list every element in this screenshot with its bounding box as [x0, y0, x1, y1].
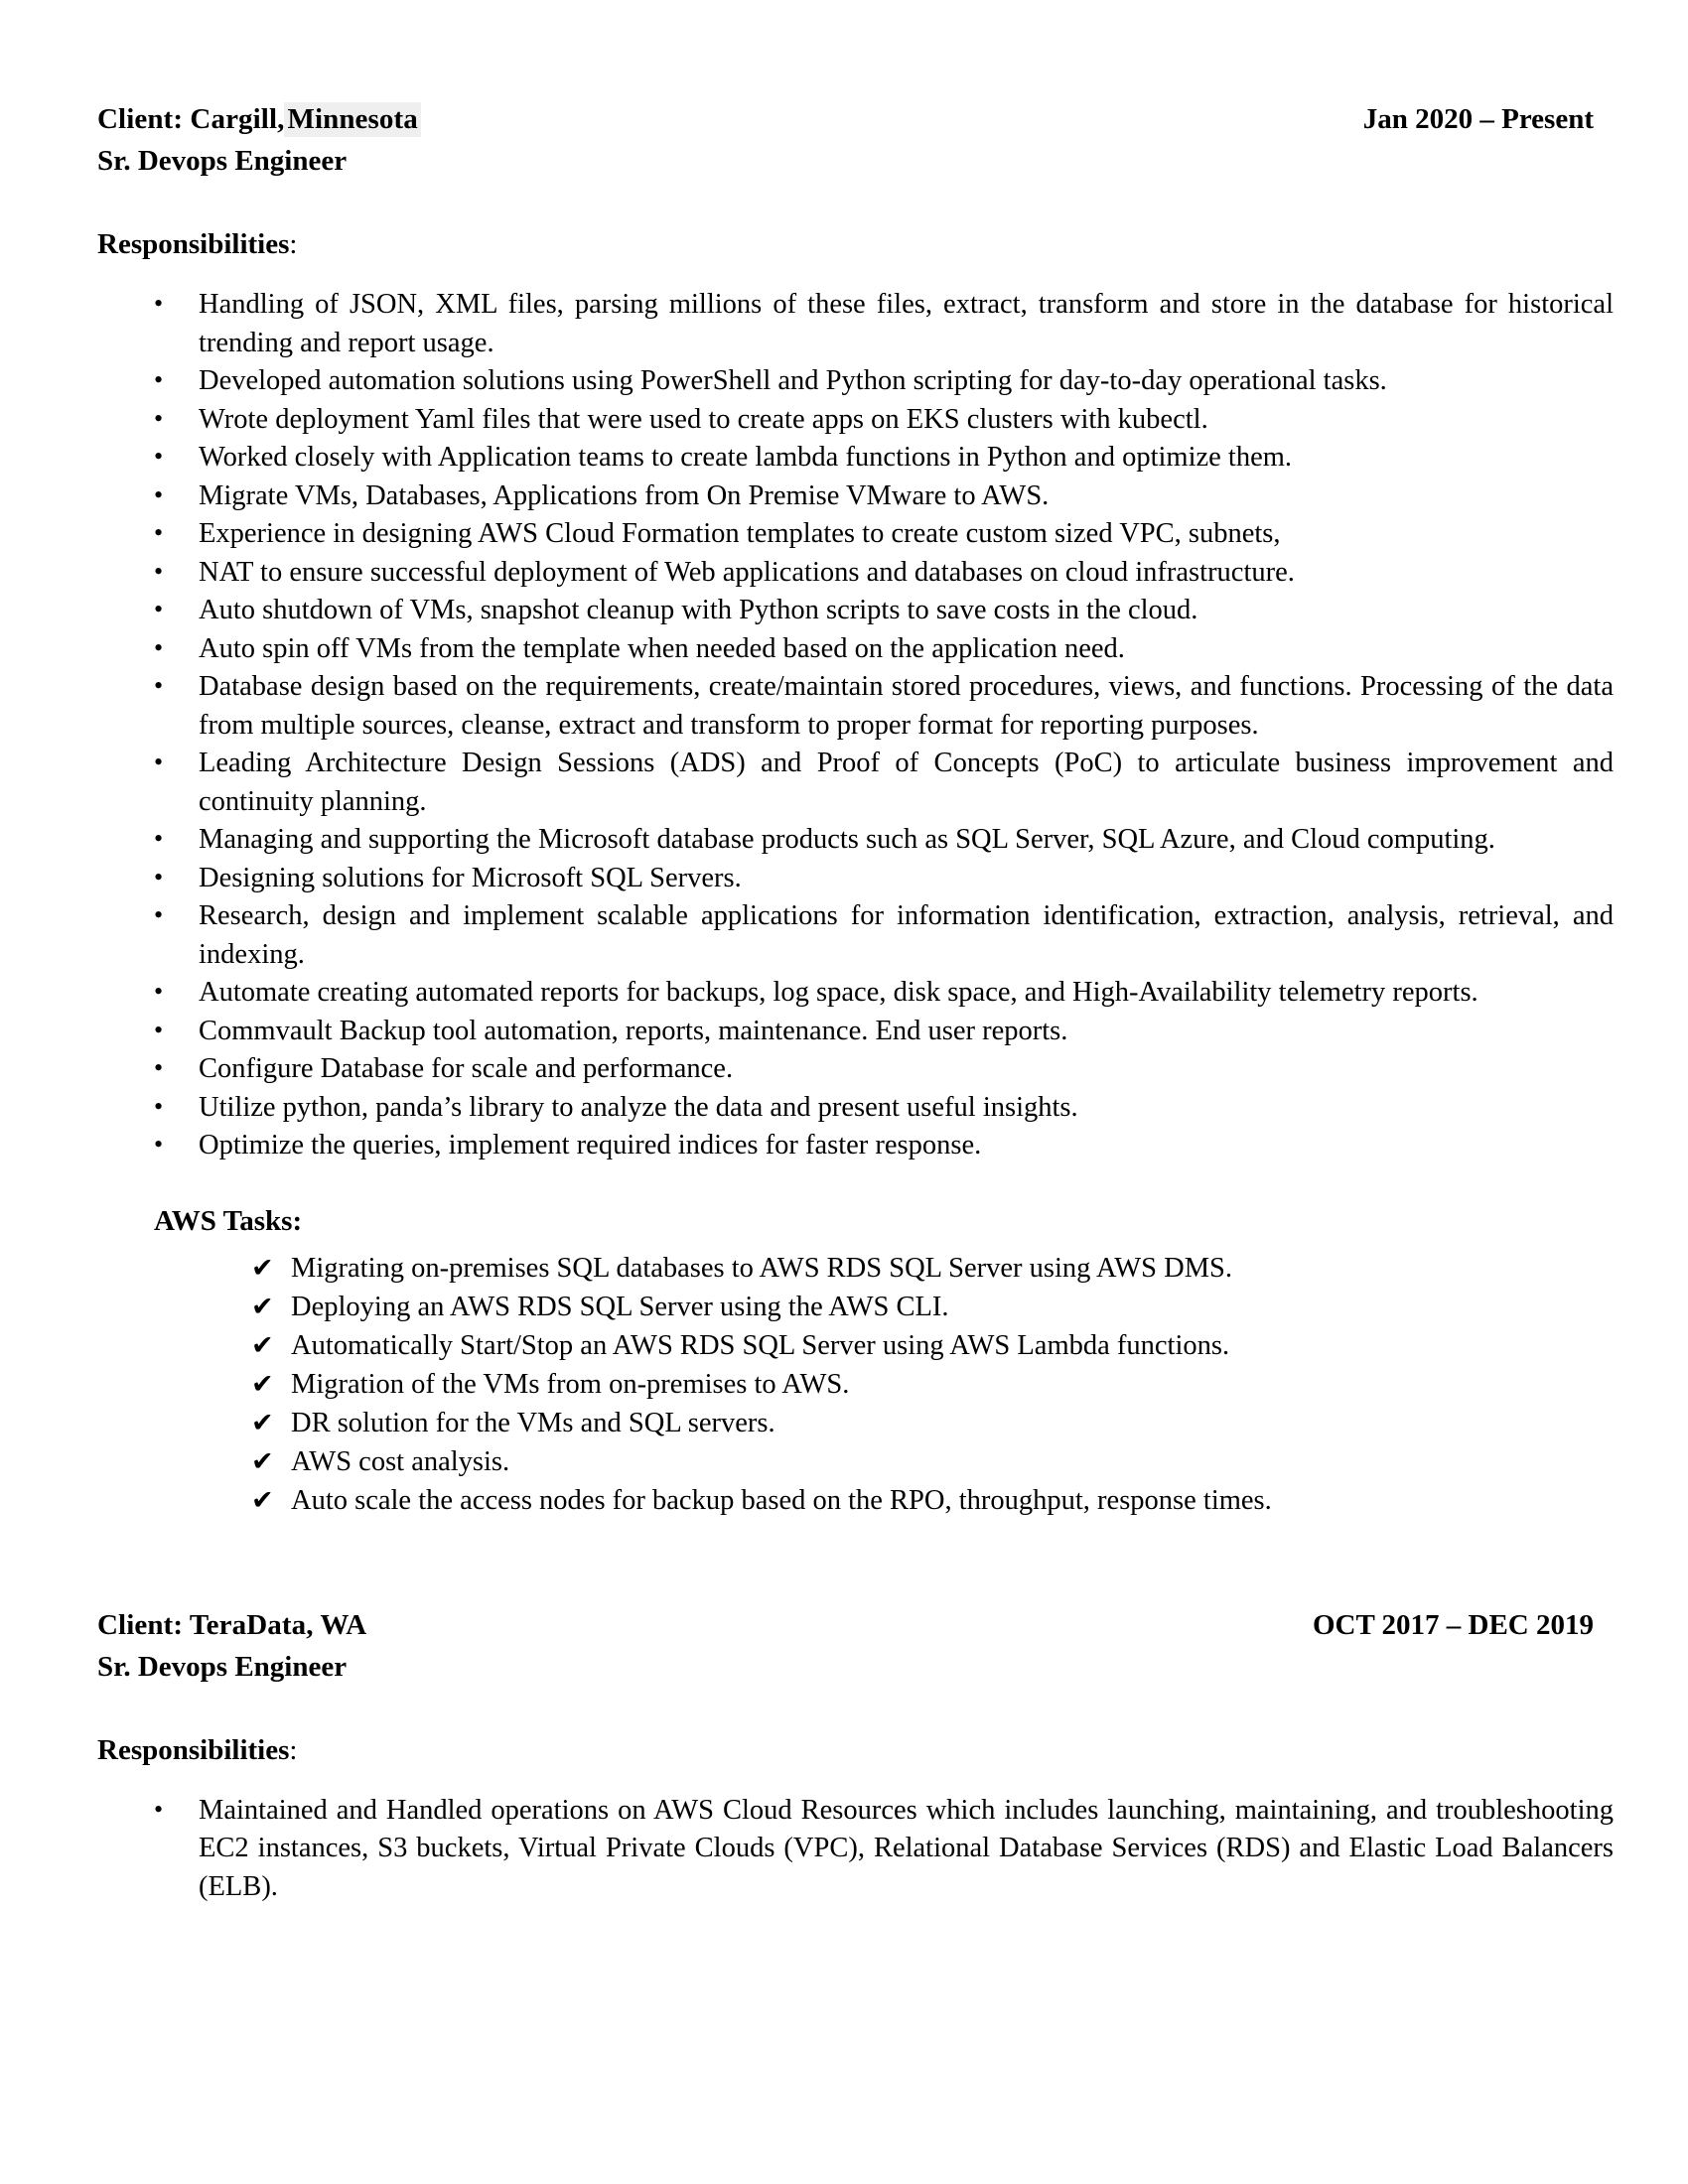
list-item — [97, 478, 1614, 516]
list-item — [97, 286, 1614, 362]
aws-tasks-section — [97, 1201, 1614, 1520]
list-item — [97, 515, 1614, 554]
list-item — [97, 897, 1614, 974]
list-item — [97, 1365, 1614, 1404]
bullet-text: • Leading Architecture Design Sessions (ADS) and Proof of Concepts (PoC) to articulate business improvement and continuity planning. — [199, 748, 1614, 817]
list-item — [97, 745, 1614, 821]
list-item — [97, 860, 1614, 898]
list-item — [97, 1326, 1614, 1365]
bullet-text: • Automate creating automated reports for backups, log space, disk space, and High-Availability telemetry reports. — [199, 977, 1478, 1008]
bullet-text: • Designing solutions for Microsoft SQL Servers. — [199, 862, 742, 893]
client-location-highlight: Minnesota — [284, 102, 420, 137]
check-item-text: DR solution for the VMs and SQL servers. — [291, 1407, 775, 1438]
bullet-text: • Database design based on the requirements, create/maintain stored procedures, views, and functions. Processing of the data from multiple sources, cleanse, extract and transform to proper format for reporting purposes. — [199, 671, 1614, 741]
list-item — [97, 1249, 1614, 1288]
check-item-text: AWS cost analysis. — [291, 1445, 510, 1477]
check-item-text: Auto scale the access nodes for backup based on the RPO, throughput, response times. — [291, 1484, 1272, 1516]
job-role-title: Sr. Devops Engineer — [97, 145, 348, 177]
bullet-text: • Experience in designing AWS Cloud Formation templates to create custom sized VPC, subnets, — [199, 518, 1281, 549]
bullet-text: • Worked closely with Application teams to create lambda functions in Python and optimize them. — [199, 442, 1293, 473]
list-item — [97, 554, 1614, 593]
bullet-text: • Managing and supporting the Microsoft database products such as SQL Server, SQL Azure, and Cloud computing. — [199, 824, 1495, 855]
aws-tasks-title: AWS Tasks: — [154, 1204, 303, 1237]
bullet-text: • Developed automation solutions using PowerShell and Python scripting for day-to-day operational tasks. — [199, 365, 1387, 396]
list-item — [97, 630, 1614, 669]
responsibilities-label: Responsibilities — [97, 228, 290, 260]
responsibilities-list-2 — [97, 1792, 1614, 1907]
responsibilities-colon: : — [289, 228, 298, 260]
bullet-text: • Research, design and implement scalable applications for information identification, extraction, analysis, retrieval, and indexing. — [199, 900, 1614, 970]
list-item — [97, 821, 1614, 860]
client-name-text: Client: Cargill, — [97, 103, 285, 135]
list-item — [97, 1288, 1614, 1326]
list-item — [97, 362, 1614, 401]
bullet-text: • Utilize python, panda’s library to analyze the data and present useful insights. — [199, 1091, 1078, 1123]
list-item — [97, 1442, 1614, 1481]
responsibilities-label: Responsibilities — [97, 1733, 290, 1766]
check-item-text: Migration of the VMs from on-premises to AWS. — [291, 1368, 850, 1400]
list-item — [97, 1127, 1614, 1165]
client-line: Client: TeraData, WA — [97, 1608, 367, 1641]
job-date-range: Jan 2020 – Present — [1362, 103, 1594, 135]
list-item — [97, 1404, 1614, 1442]
bullet-text: • Migrate VMs, Databases, Applications from On Premise VMware to AWS. — [199, 479, 1050, 511]
job-header-cargill — [97, 99, 1614, 181]
list-item — [97, 1481, 1614, 1520]
list-item — [97, 1089, 1614, 1128]
bullet-text: • Auto spin off VMs from the template when needed based on the application need. — [199, 632, 1125, 664]
bullet-text: • Commvault Backup tool automation, reports, maintenance. End user reports. — [199, 1015, 1068, 1046]
list-item — [97, 592, 1614, 630]
job-date-range: OCT 2017 – DEC 2019 — [1312, 1608, 1594, 1641]
bullet-text: • Auto shutdown of VMs, snapshot cleanup with Python scripts to save costs in the cloud. — [199, 595, 1198, 625]
list-item — [97, 1013, 1614, 1051]
bullet-text: • Handling of JSON, XML files, parsing millions of these files, extract, transform and store in the database for historical trending and report usage. — [199, 289, 1614, 358]
responsibilities-list-1 — [97, 286, 1614, 1165]
list-item — [97, 401, 1614, 440]
list-item — [97, 668, 1614, 745]
job-role-title: Sr. Devops Engineer — [97, 1650, 348, 1683]
list-item — [97, 1792, 1614, 1907]
job-header-row — [97, 99, 1614, 139]
bullet-text: • Optimize the queries, implement required indices for faster response. — [199, 1130, 982, 1160]
check-item-text: Migrating on-premises SQL databases to AWS RDS SQL Server using AWS DMS. — [291, 1252, 1233, 1284]
responsibilities-colon: : — [289, 1733, 298, 1766]
job-header-row — [97, 1605, 1614, 1645]
responsibilities-heading-2 — [97, 1730, 1614, 1770]
bullet-text: • NAT to ensure successful deployment of Web applications and databases on cloud infrastructure. — [199, 556, 1295, 588]
bullet-text: • Configure Database for scale and performance. — [199, 1053, 734, 1084]
list-item — [97, 1050, 1614, 1089]
aws-tasks-list — [97, 1249, 1614, 1520]
bullet-text: • Wrote deployment Yaml files that were used to create apps on EKS clusters with kubectl. — [199, 403, 1208, 435]
client-line — [97, 99, 421, 139]
section-spacer — [97, 1520, 1614, 1605]
responsibilities-heading-1 — [97, 224, 1614, 264]
job-header-teradata — [97, 1605, 1614, 1687]
bullet-text: • Maintained and Handled operations on AWS Cloud Resources which includes launching, maintaining, and troubleshooting EC2 instances, S3 buckets, Virtual Private Clouds (VPC), Relational Database Services (RDS) and Elastic Load Balancers (ELB). — [199, 1794, 1614, 1902]
check-item-text: Deploying an AWS RDS SQL Server using the AWS CLI. — [291, 1291, 949, 1322]
check-item-text: Automatically Start/Stop an AWS RDS SQL Server using AWS Lambda functions. — [291, 1329, 1230, 1361]
list-item — [97, 439, 1614, 478]
list-item — [97, 974, 1614, 1013]
